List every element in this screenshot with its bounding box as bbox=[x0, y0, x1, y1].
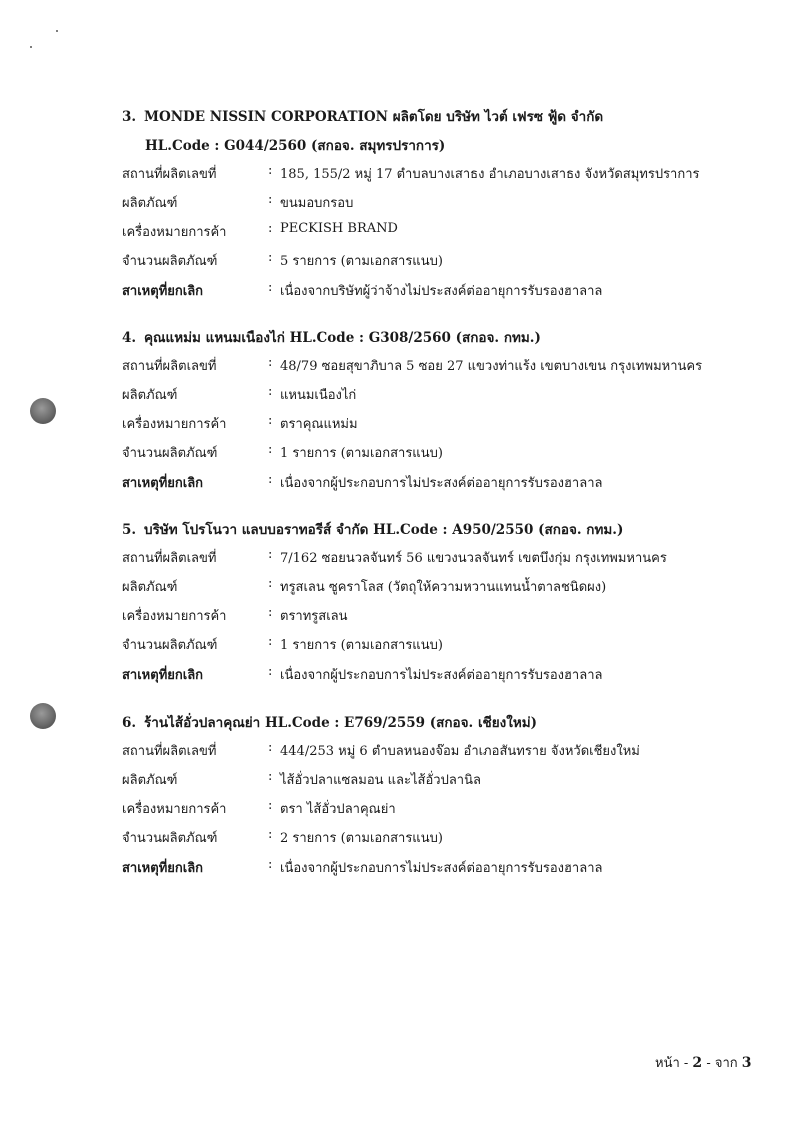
field-value: แหนมเนืองไก่ bbox=[280, 388, 357, 403]
field-value: 1 รายการ (ตามเอกสารแนบ) bbox=[280, 446, 443, 461]
field-label: สถานที่ผลิตเลขที่ bbox=[122, 167, 217, 182]
field-label: เครื่องหมายการค้า bbox=[122, 417, 227, 432]
page-separator: - จาก bbox=[706, 1056, 738, 1071]
field-value: ขนมอบกรอบ bbox=[280, 196, 354, 211]
field-row bbox=[122, 472, 762, 494]
section-number: 3. bbox=[122, 109, 137, 125]
field-row bbox=[122, 634, 762, 656]
colon: : bbox=[268, 384, 273, 399]
scan-speck bbox=[30, 46, 32, 48]
field-row bbox=[122, 250, 762, 272]
field-value: 48/79 ซอยสุขาภิบาล 5 ซอย 27 แขวงท่าแร้ง เขตบางเขน กรุงเทพมหานคร bbox=[280, 359, 703, 374]
colon: : bbox=[268, 857, 273, 872]
field-label: ผลิตภัณฑ์ bbox=[122, 773, 178, 788]
field-value: 7/162 ซอยนวลจันทร์ 56 แขวงนวลจันทร์ เขตบึงกุ่ม กรุงเทพมหานคร bbox=[280, 551, 667, 566]
colon: : bbox=[268, 605, 273, 620]
field-value: ไส้อั่วปลาแซลมอน และไส้อั่วปลานิล bbox=[280, 773, 481, 788]
colon: : bbox=[268, 740, 273, 755]
field-row bbox=[122, 769, 762, 791]
field-label: จำนวนผลิตภัณฑ์ bbox=[122, 638, 218, 653]
field-row bbox=[122, 442, 762, 464]
section-number: 5. bbox=[122, 522, 137, 538]
punch-hole bbox=[30, 703, 56, 729]
field-label: เครื่องหมายการค้า bbox=[122, 609, 227, 624]
field-row bbox=[122, 664, 762, 686]
field-label: สถานที่ผลิตเลขที่ bbox=[122, 551, 217, 566]
colon: : bbox=[268, 192, 273, 207]
field-label: จำนวนผลิตภัณฑ์ bbox=[122, 254, 218, 269]
field-value: ตราทรูสเลน bbox=[280, 609, 348, 624]
section-title: คุณแหม่ม แหนมเนืองไก่ HL.Code : G308/2560 (สกอจ. กทม.) bbox=[144, 330, 541, 346]
field-label: จำนวนผลิตภัณฑ์ bbox=[122, 831, 218, 846]
page-current: 2 bbox=[692, 1055, 703, 1071]
scan-speck bbox=[56, 30, 58, 32]
field-row bbox=[122, 280, 762, 302]
field-value: เนื่องจากผู้ประกอบการไม่ประสงค์ต่ออายุการรับรองฮาลาล bbox=[280, 668, 603, 683]
field-label: จำนวนผลิตภัณฑ์ bbox=[122, 446, 218, 461]
colon: : bbox=[268, 634, 273, 649]
field-value: เนื่องจากบริษัทผู้ว่าจ้างไม่ประสงค์ต่ออายุการรับรองฮาลาล bbox=[280, 284, 603, 299]
field-value: 5 รายการ (ตามเอกสารแนบ) bbox=[280, 254, 443, 269]
colon: : bbox=[268, 221, 273, 236]
section-heading bbox=[122, 711, 537, 733]
colon: : bbox=[268, 798, 273, 813]
colon: : bbox=[268, 355, 273, 370]
field-row bbox=[122, 355, 762, 377]
page-total: 3 bbox=[741, 1055, 752, 1071]
field-row bbox=[122, 221, 762, 243]
field-row bbox=[122, 413, 762, 435]
field-row bbox=[122, 857, 762, 879]
field-label: ผลิตภัณฑ์ bbox=[122, 388, 178, 403]
field-label: สถานที่ผลิตเลขที่ bbox=[122, 359, 217, 374]
colon: : bbox=[268, 280, 273, 295]
section-title: บริษัท โปรโนวา แลบบอราทอรีส์ จำกัด HL.Code : A950/2550 (สกอจ. กทม.) bbox=[144, 522, 624, 538]
field-label: ผลิตภัณฑ์ bbox=[122, 580, 178, 595]
colon: : bbox=[268, 769, 273, 784]
field-value: 185, 155/2 หมู่ 17 ตำบลบางเสาธง อำเภอบางเสาธง จังหวัดสมุทรปราการ bbox=[280, 167, 700, 182]
field-row bbox=[122, 605, 762, 627]
field-label: เครื่องหมายการค้า bbox=[122, 802, 227, 817]
field-row bbox=[122, 576, 762, 598]
section-title: ร้านไส้อั่วปลาคุณย่า HL.Code : E769/2559 (สกอจ. เชียงใหม่) bbox=[144, 715, 538, 731]
section-title: MONDE NISSIN CORPORATION ผลิตโดย บริษัท ไวต์ เฟรซ ฟู้ด จำกัด bbox=[144, 109, 604, 125]
page-prefix: หน้า - bbox=[655, 1056, 689, 1071]
field-row bbox=[122, 827, 762, 849]
section-number: 4. bbox=[122, 330, 137, 346]
field-row bbox=[122, 192, 762, 214]
field-value: 2 รายการ (ตามเอกสารแนบ) bbox=[280, 831, 443, 846]
field-row bbox=[122, 798, 762, 820]
field-value: ตราคุณแหม่ม bbox=[280, 417, 358, 432]
section-subheading: HL.Code : G044/2560 (สกอจ. สมุทรปราการ) bbox=[145, 138, 446, 154]
punch-hole bbox=[30, 398, 56, 424]
section-heading bbox=[122, 518, 623, 540]
colon: : bbox=[268, 472, 273, 487]
field-label: สาเหตุที่ยกเลิก bbox=[122, 861, 204, 876]
field-value: 444/253 หมู่ 6 ตำบลหนองจ๊อม อำเภอสันทราย จังหวัดเชียงใหม่ bbox=[280, 744, 640, 759]
field-value: ทรูสเลน ซูคราโลส (วัตถุให้ความหวานแทนน้ำตาลชนิดผง) bbox=[280, 580, 607, 595]
colon: : bbox=[268, 163, 273, 178]
field-label: ผลิตภัณฑ์ bbox=[122, 196, 178, 211]
colon: : bbox=[268, 547, 273, 562]
field-label: สาเหตุที่ยกเลิก bbox=[122, 668, 204, 683]
colon: : bbox=[268, 827, 273, 842]
colon: : bbox=[268, 576, 273, 591]
section-heading bbox=[122, 105, 603, 127]
colon: : bbox=[268, 442, 273, 457]
colon: : bbox=[268, 250, 273, 265]
field-value: เนื่องจากผู้ประกอบการไม่ประสงค์ต่ออายุการรับรองฮาลาล bbox=[280, 476, 603, 491]
colon: : bbox=[268, 664, 273, 679]
colon: : bbox=[268, 413, 273, 428]
field-value: เนื่องจากผู้ประกอบการไม่ประสงค์ต่ออายุการรับรองฮาลาล bbox=[280, 861, 603, 876]
field-value: 1 รายการ (ตามเอกสารแนบ) bbox=[280, 638, 443, 653]
field-label: สาเหตุที่ยกเลิก bbox=[122, 476, 204, 491]
section-heading bbox=[122, 326, 541, 348]
field-row bbox=[122, 547, 762, 569]
field-row bbox=[122, 384, 762, 406]
field-row bbox=[122, 163, 762, 185]
field-value: PECKISH BRAND bbox=[280, 221, 398, 236]
section-number: 6. bbox=[122, 715, 137, 731]
field-label: สาเหตุที่ยกเลิก bbox=[122, 284, 204, 299]
field-label: เครื่องหมายการค้า bbox=[122, 225, 227, 240]
page-number bbox=[655, 1052, 752, 1073]
field-label: สถานที่ผลิตเลขที่ bbox=[122, 744, 217, 759]
field-row bbox=[122, 740, 762, 762]
field-value: ตรา ไส้อั่วปลาคุณย่า bbox=[280, 802, 396, 817]
